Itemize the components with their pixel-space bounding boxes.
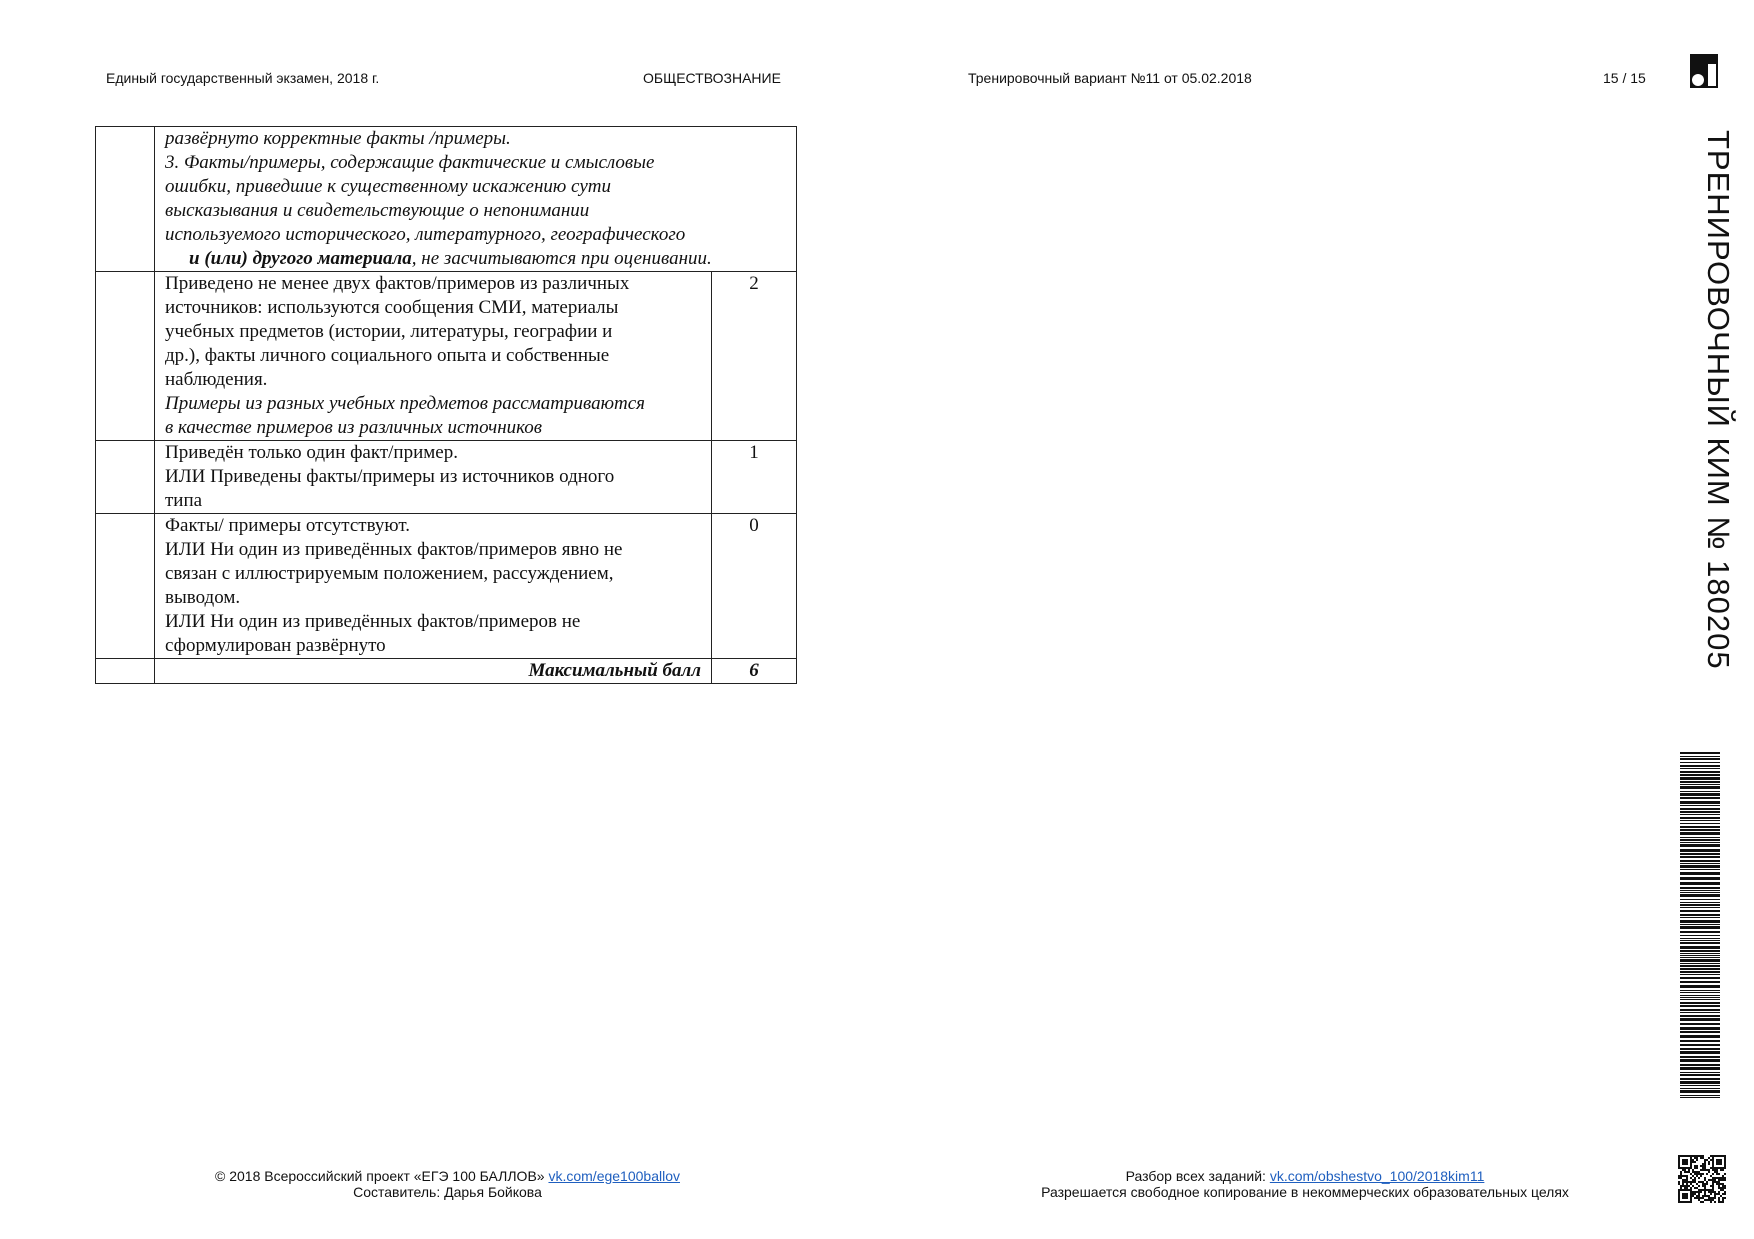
header-exam: Единый государственный экзамен, 2018 г. xyxy=(106,70,380,86)
vk-kim11-link[interactable]: vk.com/obshestvo_100/2018kim11 xyxy=(1269,1168,1485,1184)
table-row xyxy=(96,127,797,272)
max-score-value: 6 xyxy=(712,659,797,684)
copyright-text: © 2018 Всероссийский проект «ЕГЭ 100 БАЛЛОВ» xyxy=(215,1168,545,1184)
license-text: Разрешается свободное копирование в некоммерческих образовательных целях xyxy=(1041,1184,1569,1200)
criterion-text: Приведено не менее двух фактов/примеров из различных источников: используются сообщения СМИ, материалы учебных предметов (истории, литературы, географии и др.), факты личного социального опыта и собственные наблюдения. Примеры из разных учебных предметов рассматриваются в качестве примеров из различных источников xyxy=(155,272,712,441)
footer-left xyxy=(160,1168,735,1200)
score-cell: 1 xyxy=(712,441,797,514)
compiler-text: Составитель: Дарья Бойкова xyxy=(353,1184,542,1200)
analysis-text: Разбор всех заданий: xyxy=(1125,1168,1266,1184)
table-row xyxy=(96,514,797,659)
max-score-row xyxy=(96,659,797,684)
corner-marker-icon xyxy=(1690,54,1718,88)
table-row xyxy=(96,272,797,441)
header-subject: ОБЩЕСТВОЗНАНИЕ xyxy=(643,70,781,86)
vk-ege100-link[interactable]: vk.com/ege100ballov xyxy=(548,1168,680,1184)
qr-code xyxy=(1678,1155,1726,1203)
header-variant: Тренировочный вариант №11 от 05.02.2018 xyxy=(968,70,1252,86)
score-cell: 2 xyxy=(712,272,797,441)
top-note: развёрнуто корректные факты /примеры. 3. Факты/примеры, содержащие фактические и смысловые ошибки, приведшие к существенному искажению сути высказывания и свидетельствующие о непонимании используемого исторического, литературного, географического и (или) другого материала, не засчитываются при оценивании. xyxy=(155,127,797,272)
table-row xyxy=(96,441,797,514)
barcode xyxy=(1680,752,1720,1100)
criterion-text: Факты/ примеры отсутствуют. ИЛИ Ни один из приведённых фактов/примеров явно не связан с иллюстрируемым положением, рассуждением, выводом. ИЛИ Ни один из приведённых фактов/примеров не сформулирован развёрнуто xyxy=(155,514,712,659)
header-page: 15 / 15 xyxy=(1603,70,1646,86)
footer-right xyxy=(1015,1168,1595,1200)
criteria-table xyxy=(95,126,797,684)
max-score-label: Максимальный балл xyxy=(155,659,712,684)
score-cell: 0 xyxy=(712,514,797,659)
note-bold: и (или) другого материала xyxy=(189,248,412,269)
criterion-text: Приведён только один факт/пример. ИЛИ Приведены факты/примеры из источников одного типа xyxy=(155,441,712,514)
side-title: ТРЕНИРОВОЧНЫЙ КИМ № 180205 xyxy=(1701,130,1736,670)
